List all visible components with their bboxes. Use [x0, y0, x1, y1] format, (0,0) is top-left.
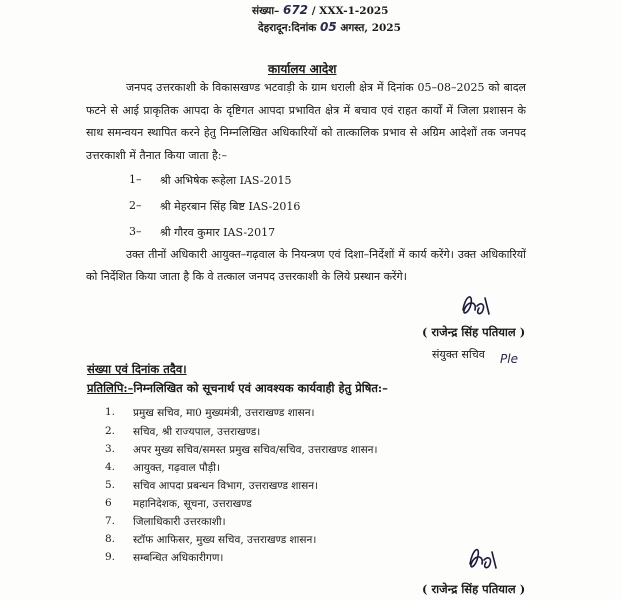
date-handwritten-day: 05 — [320, 20, 337, 34]
copy-item-text: महानिदेशक, सूचना, उत्तराखण्ड — [133, 498, 252, 510]
officer-number: 3– — [129, 225, 142, 238]
ref-prefix: संख्या– — [252, 5, 280, 17]
copy-item-number: 4. — [105, 461, 116, 473]
copy-item-number: 1. — [105, 406, 116, 418]
copy-to-heading — [87, 381, 388, 396]
copy-item-number: 8. — [105, 533, 116, 545]
signatory-designation: संयुक्त सचिव — [432, 348, 485, 361]
date-prefix: देहरादून:दिनांक — [258, 22, 317, 34]
officer-name: श्री मेहरबान सिंह बिष्ट IAS-2016 — [160, 200, 301, 213]
order-date — [258, 20, 401, 35]
copy-item-text: स्टॉफ आफिसर, मुख्य सचिव, उत्तराखण्ड शासन। — [133, 534, 317, 546]
officer-number: 2– — [129, 199, 142, 212]
copy-item-number: 5. — [105, 479, 116, 491]
copy-item-text: सचिव आपदा प्रबन्धन विभाग, उत्तराखण्ड शासन। — [133, 480, 319, 492]
copy-item-number: 7. — [105, 515, 116, 527]
copy-item-number: 6 — [105, 497, 112, 509]
copy-item-number: 3. — [105, 443, 116, 455]
copy-item-text: जिलाधिकारी उत्तरकाशी। — [133, 516, 226, 528]
officer-name: श्री अभिषेक रूहेला IAS-2015 — [160, 174, 292, 187]
ref-suffix: / XXX-1-2025 — [311, 5, 389, 17]
officer-name: श्री गौरव कुमार IAS-2017 — [160, 226, 276, 239]
copy-item-number: 9. — [105, 551, 116, 563]
reference-number — [252, 3, 389, 18]
copy-item-text: सम्बन्धित अधिकारीगण। — [133, 552, 224, 564]
signature-mark-1 — [455, 288, 505, 320]
copy-to-text: निम्नलिखित को सूचनार्थ एवं आवश्यक कार्यवाही हेतु प्रेषित:– — [133, 381, 388, 395]
document-title: कार्यालय आदेश — [268, 62, 337, 76]
copy-to-label: प्रतिलिपि:– — [87, 381, 134, 395]
copy-item-text: सचिव, श्री राज्यपाल, उत्तराखण्ड। — [133, 426, 261, 438]
signatory-initials: Ple — [500, 352, 518, 366]
ref-handwritten-number: 672 — [282, 3, 309, 17]
signatory-name-bottom: ( राजेन्द्र सिंह पतियाल ) — [422, 582, 526, 596]
date-suffix: अगस्त, 2025 — [340, 22, 401, 34]
copy-item-number: 2. — [105, 425, 116, 437]
signatory-name: ( राजेन्द्र सिंह पतियाल ) — [422, 325, 526, 339]
copy-item-text: आयुक्त, गढ़वाल पौड़ी। — [133, 462, 220, 474]
order-paragraph-1: जनपद उत्तरकाशी के विकासखण्ड भटवाड़ी के ग्राम धराली क्षेत्र में दिनांक 05–08–2025 को बादल फटने से आई प्राकृतिक आपदा के दृष्टिगत आपदा प्रभावित क्षेत्र में बचाव एवं राहत कार्यों में जिला प्रशासन के साथ समन्वयन स्थापित करने हेतु निम्नलिखित अधिकारियों को तात्कालिक प्रभाव से अग्रिम आदेशों तक जनपद उत्तरकाशी में तैनात किया जाता है:– — [86, 81, 526, 162]
officer-number: 1– — [129, 173, 142, 186]
number-and-date-note: संख्या एवं दिनांक तदैव। — [87, 362, 187, 376]
order-paragraph-2: उक्त तीनों अधिकारी आयुक्त–गढ़वाल के नियन्त्रण एवं दिशा–निर्देशों में कार्य करेंगे। उक्त अधिकारियों को निर्देशित किया जाता है कि वे तत्काल जनपद उत्तरकाशी के लिये प्रस्थान करेंगे। — [86, 248, 526, 283]
copy-item-text: अपर मुख्य सचिव/समस्त प्रमुख सचिव/सचिव, उत्तराखण्ड शासन। — [133, 444, 378, 456]
copy-item-text: प्रमुख सचिव, मा0 मुख्यमंत्री, उत्तराखण्ड शासन। — [133, 407, 315, 419]
signature-mark-2 — [462, 540, 512, 574]
